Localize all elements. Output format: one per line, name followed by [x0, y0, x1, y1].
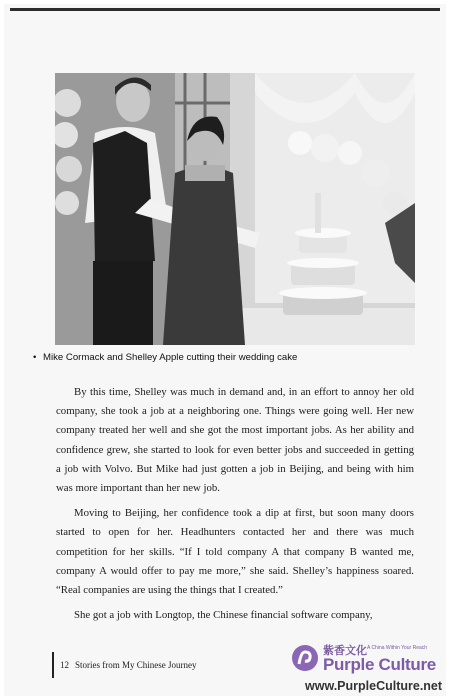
photo-caption [33, 352, 423, 363]
caption-bullet: • [33, 352, 37, 363]
book-title: Stories from My Chinese Journey [75, 660, 197, 670]
caption-text: Mike Cormack and Shelley Apple cutting their wedding cake [43, 352, 298, 363]
paragraph: By this time, Shelley was much in demand and, in an effort to annoy her old company, she took a job at a neighboring one. Things were going well. Her new company treated her well and she got the most important jobs. As her ability and confidence grew, she started to look for even better jobs and succeeded in getting a job with Volvo. But Mike had just gotten a job in Beijing, and being with him was more important than her new job. [56, 386, 414, 495]
watermark-url: www.PurpleCulture.net [305, 679, 443, 693]
page-footer [52, 652, 197, 678]
top-border [10, 8, 440, 11]
paragraph: She got a job with Longtop, the Chinese financial software company, [74, 609, 373, 622]
wedding-photo [55, 73, 415, 345]
watermark-brand: Purple Culture [323, 655, 436, 674]
watermark-chinese: 紫香文化 [323, 644, 367, 657]
page-number: 12 [60, 660, 69, 670]
body-text [56, 383, 414, 631]
watermark [291, 640, 447, 698]
footer-rule [52, 652, 54, 678]
purple-culture-logo-icon [291, 644, 319, 672]
paragraph: Moving to Beijing, her confidence took a dip at first, but soon many doors started to open for her. Headhunters contacted her and there was much competition for her skills. “If I told company A that company B wanted me, company A would offer to pay me more,” she said. Shelley’s happiness soared. “Real companies are using the things that I created.” [56, 507, 414, 597]
watermark-tagline: A China Within Your Reach [367, 645, 428, 651]
